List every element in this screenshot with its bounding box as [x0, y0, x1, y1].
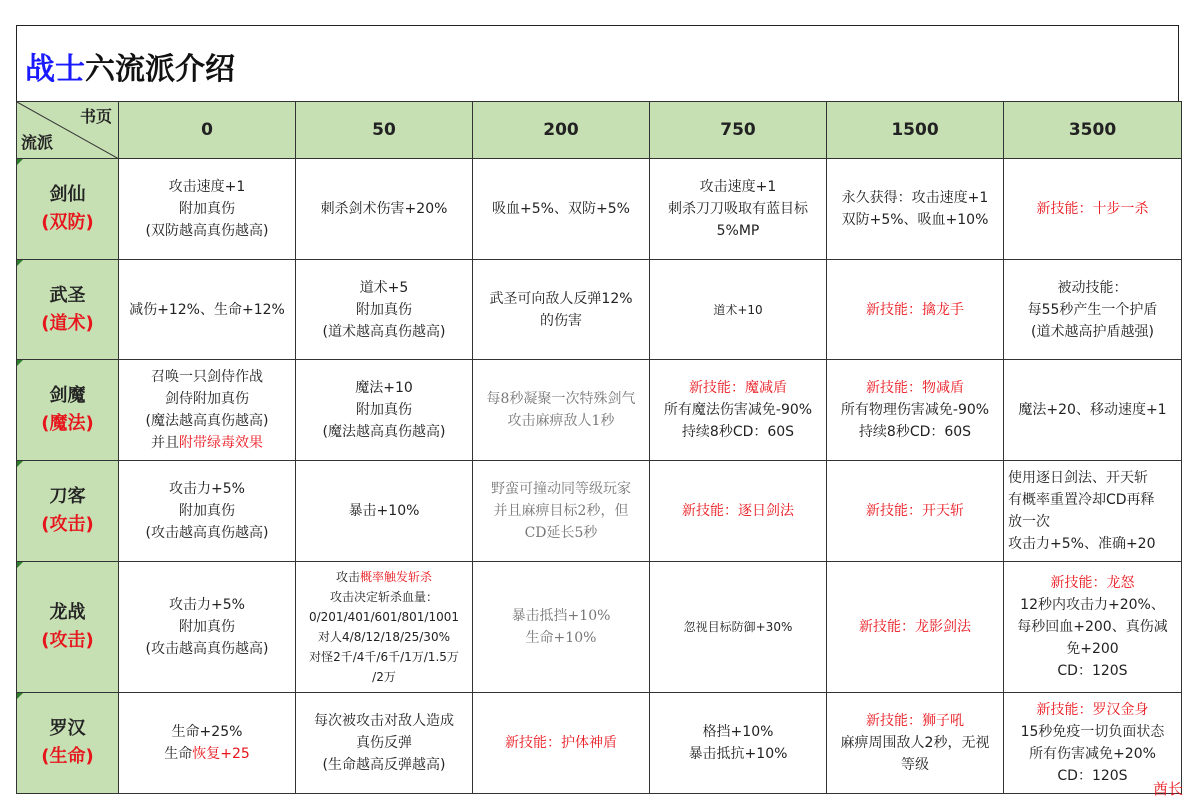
- table-row: [17, 159, 1182, 260]
- table-cell: 每次被攻击对敌人造成 真伤反弹 (生命越高反弹越高): [296, 693, 473, 794]
- table-cell: 新技能：护体神盾: [473, 693, 650, 794]
- page-title: 战士六流派介绍: [25, 52, 235, 87]
- corner-top-label: 书页: [79, 107, 112, 126]
- col-header: 1500: [827, 102, 1004, 159]
- table-cell: 召唤一只剑侍作战 剑侍附加真伤 (魔法越高真伤越高) 并且附带绿毒效果: [119, 360, 296, 461]
- table-cell: 格挡+10% 暴击抵抗+10%: [650, 693, 827, 794]
- table-cell: 新技能：罗汉金身 15秒免疫一切负面状态 所有伤害减免+20% CD：120S: [1004, 693, 1182, 794]
- watermark: 酋长: [1152, 780, 1183, 798]
- table-cell: 攻击力+5% 附加真伤 (攻击越高真伤越高): [119, 461, 296, 562]
- table-cell: 每8秒凝聚一次特殊剑气 攻击麻痹敌人1秒: [473, 360, 650, 461]
- table-cell: 攻击速度+1 刺杀刀刀吸取有蓝目标 5%MP: [650, 159, 827, 260]
- table-row: [17, 260, 1182, 360]
- table-row: [17, 562, 1182, 693]
- sect-name-cell: 剑仙 (双防): [17, 159, 119, 260]
- title-bar: [16, 25, 1179, 101]
- sect-name-cell: 罗汉 (生命): [17, 693, 119, 794]
- table-cell: 暴击+10%: [296, 461, 473, 562]
- table-cell: 攻击速度+1 附加真伤 (双防越高真伤越高): [119, 159, 296, 260]
- table-cell: 道术+5 附加真伤 (道术越高真伤越高): [296, 260, 473, 360]
- table-cell: 新技能：擒龙手: [827, 260, 1004, 360]
- sect-table: [16, 101, 1182, 794]
- table-cell: 野蛮可撞动同等级玩家 并且麻痹目标2秒，但 CD延长5秒: [473, 461, 650, 562]
- table-cell: 攻击力+5% 附加真伤 (攻击越高真伤越高): [119, 562, 296, 693]
- table-cell: 新技能：开天斩: [827, 461, 1004, 562]
- table-cell: 新技能：龙影剑法: [827, 562, 1004, 693]
- table-cell: 刺杀剑术伤害+20%: [296, 159, 473, 260]
- table-cell: 攻击概率触发斩杀 攻击决定斩杀血量： 0/201/401/601/801/1001 对人4/8/12/18/25/30% 对怪2千/4千/6千/1万/1.5万 /2万: [296, 562, 473, 693]
- col-header: 50: [296, 102, 473, 159]
- table-cell: 武圣可向敌人反弹12% 的伤害: [473, 260, 650, 360]
- table-cell: 减伤+12%、生命+12%: [119, 260, 296, 360]
- table-cell: 新技能：物减盾 所有物理伤害减免-90% 持续8秒CD：60S: [827, 360, 1004, 461]
- header-row: [17, 102, 1182, 159]
- table-cell: 新技能：狮子吼 麻痹周围敌人2秒，无视 等级: [827, 693, 1004, 794]
- table-cell: 魔法+10 附加真伤 (魔法越高真伤越高): [296, 360, 473, 461]
- sect-name-cell: 龙战 (攻击): [17, 562, 119, 693]
- col-header: 750: [650, 102, 827, 159]
- table-cell: 新技能：龙怒 12秒内攻击力+20%、 每秒回血+200、真伤减 免+200 CD：120S: [1004, 562, 1182, 693]
- corner-cell: [17, 102, 119, 159]
- table-cell: 新技能：逐日剑法: [650, 461, 827, 562]
- table-cell: 道术+10: [650, 260, 827, 360]
- table-cell: 使用逐日剑法、开天斩 有概率重置冷却CD再释 放一次 攻击力+5%、准确+20: [1004, 461, 1182, 562]
- col-header: 200: [473, 102, 650, 159]
- sect-name-cell: 武圣 (道术): [17, 260, 119, 360]
- sect-name-cell: 剑魔 (魔法): [17, 360, 119, 461]
- sect-name-cell: 刀客 (攻击): [17, 461, 119, 562]
- col-header: 3500: [1004, 102, 1182, 159]
- table-cell: 永久获得：攻击速度+1 双防+5%、吸血+10%: [827, 159, 1004, 260]
- table-cell: 吸血+5%、双防+5%: [473, 159, 650, 260]
- table-cell: 新技能：魔减盾 所有魔法伤害减免-90% 持续8秒CD：60S: [650, 360, 827, 461]
- col-header: 0: [119, 102, 296, 159]
- table-row: [17, 693, 1182, 794]
- table-row: [17, 360, 1182, 461]
- table-row: [17, 461, 1182, 562]
- table-cell: 被动技能： 每55秒产生一个护盾 (道术越高护盾越强): [1004, 260, 1182, 360]
- table-cell: 魔法+20、移动速度+1: [1004, 360, 1182, 461]
- table-cell: 忽视目标防御+30%: [650, 562, 827, 693]
- table-cell: 暴击抵挡+10% 生命+10%: [473, 562, 650, 693]
- table-cell: 新技能：十步一杀: [1004, 159, 1182, 260]
- corner-bottom-label: 流派: [21, 133, 54, 152]
- table-cell: 生命+25% 生命恢复+25: [119, 693, 296, 794]
